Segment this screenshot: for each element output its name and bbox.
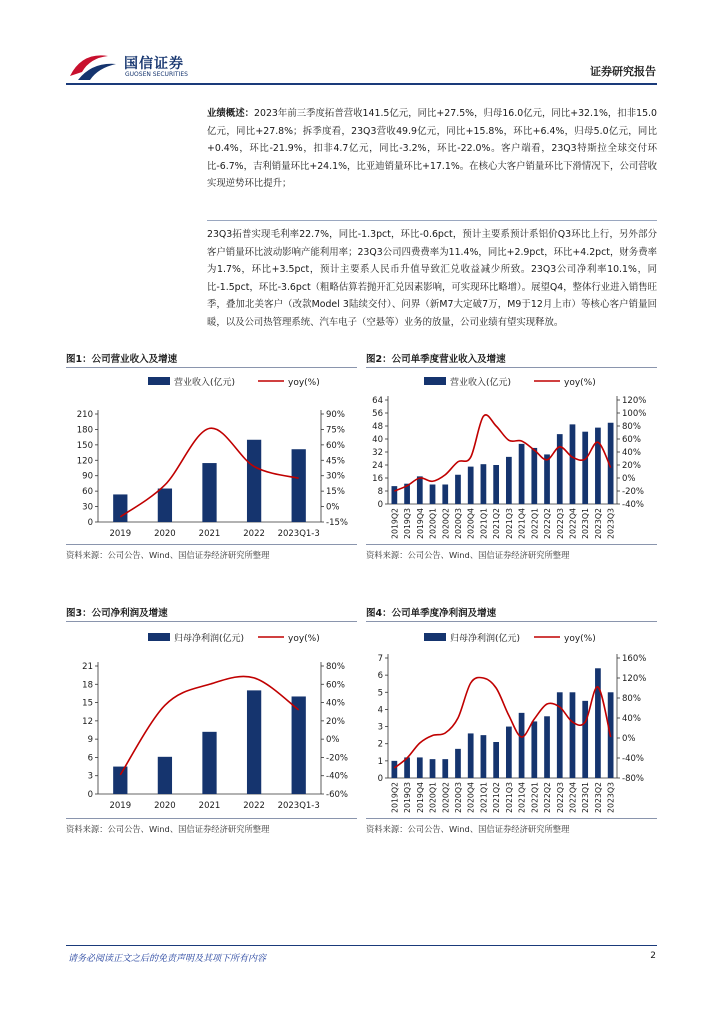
- performance-overview-paragraph: [207, 105, 657, 193]
- chart-bar: [570, 692, 576, 778]
- right-tick-label: -60%: [326, 790, 348, 800]
- brand-name-cn: 国信证券: [124, 56, 184, 72]
- chart-bar: [544, 716, 550, 778]
- right-tick-label: 20%: [326, 716, 345, 727]
- right-tick-label: 0%: [326, 502, 340, 513]
- chart-legend: [148, 632, 320, 644]
- figure-title: 图2：公司单季度营业收入及增速: [366, 354, 506, 365]
- x-tick-label: 2019Q2: [390, 782, 400, 813]
- x-tick-label: 2021Q3: [504, 508, 514, 539]
- footer-disclaimer: 请务必阅读正文之后的免责声明及其项下所有内容: [68, 954, 267, 964]
- chart-bar: [292, 696, 306, 794]
- left-tick-label: 56: [372, 409, 383, 419]
- x-tick-label: 2020: [154, 529, 176, 539]
- chart-bar: [417, 757, 423, 778]
- chart-bar: [430, 485, 436, 505]
- left-tick-label: 210: [76, 410, 93, 420]
- figure-4: [366, 606, 657, 835]
- chart-bar: [531, 448, 537, 504]
- x-tick-label: 2019Q2: [390, 508, 400, 539]
- report-type: 证券研究报告: [590, 65, 656, 78]
- yoy-line: [394, 677, 610, 768]
- brand-logo: [68, 50, 208, 86]
- left-tick-label: 6: [377, 671, 383, 682]
- annual-net-profit-chart: [66, 622, 357, 818]
- figure-bottom-rule: [66, 544, 357, 545]
- left-tick-label: 5: [377, 688, 383, 699]
- left-tick-label: 0: [87, 790, 93, 800]
- chart-bar: [113, 767, 127, 794]
- right-tick-label: 80%: [622, 422, 641, 432]
- chart-bar: [455, 749, 461, 778]
- figure-2: [366, 352, 657, 561]
- right-tick-label: 40%: [326, 698, 345, 709]
- left-tick-label: 0: [377, 774, 383, 784]
- right-tick-label: 100%: [622, 409, 647, 419]
- x-tick-label: 2021Q1: [479, 782, 489, 813]
- chart-bar: [442, 759, 448, 778]
- header-divider: [66, 83, 657, 85]
- right-tick-label: 30%: [326, 471, 345, 482]
- legend-bar-swatch: [148, 377, 170, 385]
- left-tick-label: 0: [377, 500, 383, 510]
- paragraph-divider: [207, 220, 657, 221]
- right-tick-label: 60%: [326, 680, 345, 691]
- x-tick-label: 2020Q4: [466, 782, 476, 813]
- chart-bar: [455, 475, 461, 504]
- x-tick-label: 2019Q4: [415, 508, 425, 539]
- left-tick-label: 30: [82, 502, 93, 513]
- x-tick-label: 2020Q1: [428, 782, 438, 813]
- x-tick-label: 2020Q3: [453, 508, 463, 539]
- x-tick-label: 2020Q2: [441, 782, 451, 813]
- x-tick-label: 2021: [198, 801, 221, 811]
- right-tick-label: -80%: [622, 774, 644, 784]
- x-tick-label: 2020Q4: [466, 508, 476, 539]
- x-tick-label: 2021Q2: [492, 508, 502, 539]
- right-tick-label: 0%: [326, 735, 340, 746]
- x-tick-label: 2022Q3: [555, 508, 565, 539]
- x-tick-label: 2020Q1: [428, 508, 438, 539]
- annual-revenue-chart: [66, 368, 357, 544]
- chart-bar: [531, 721, 537, 778]
- right-tick-label: -15%: [326, 518, 348, 528]
- page-header: [0, 0, 724, 92]
- figure-1: [66, 352, 357, 561]
- chart-bar: [481, 735, 487, 778]
- overview-label: 业绩概述：: [207, 108, 255, 119]
- left-tick-label: 3: [377, 722, 383, 733]
- right-tick-label: 75%: [326, 425, 345, 436]
- left-tick-label: 4: [377, 705, 383, 716]
- legend-bar-label: 归母净利润(亿元): [174, 634, 245, 644]
- left-tick-label: 40: [372, 435, 383, 445]
- right-tick-label: 15%: [326, 487, 345, 498]
- legend-bar-label: 归母净利润(亿元): [450, 634, 521, 644]
- chart-legend: [424, 376, 596, 388]
- x-tick-label: 2019: [109, 801, 132, 811]
- chart-bar: [247, 440, 261, 522]
- left-tick-label: 7: [377, 654, 383, 664]
- chart-bar: [506, 457, 512, 504]
- right-tick-label: -40%: [622, 500, 644, 510]
- chart-bar: [493, 742, 499, 778]
- chart-bar: [158, 489, 172, 522]
- left-tick-label: 32: [372, 448, 383, 458]
- figure-title: 图4：公司单季度净利润及增速: [366, 608, 497, 619]
- left-tick-label: 21: [82, 662, 93, 672]
- chart-bar: [442, 485, 448, 505]
- x-tick-label: 2022: [243, 801, 265, 811]
- x-tick-label: 2022: [243, 529, 265, 539]
- chart-bar: [544, 454, 550, 504]
- chart-bar: [519, 444, 525, 504]
- x-tick-label: 2023Q1-3: [277, 801, 320, 811]
- chart-legend: [424, 632, 596, 644]
- right-tick-label: -20%: [622, 487, 644, 497]
- chart-bar: [519, 713, 525, 778]
- left-tick-label: 1: [377, 756, 383, 767]
- yoy-line: [394, 415, 610, 491]
- right-tick-label: 120%: [622, 674, 647, 684]
- x-tick-label: 2022Q2: [543, 782, 553, 813]
- right-tick-label: 0%: [622, 734, 636, 744]
- chart-bar: [391, 761, 397, 778]
- footer-divider: [66, 945, 657, 946]
- x-tick-label: 2022Q4: [568, 782, 578, 813]
- left-tick-label: 18: [82, 680, 93, 691]
- left-tick-label: 16: [372, 474, 383, 484]
- legend-line-label: yoy(%): [564, 634, 596, 644]
- legend-line-label: yoy(%): [288, 634, 320, 644]
- legend-bar-swatch: [148, 633, 170, 641]
- x-tick-label: 2023Q1-3: [277, 529, 320, 539]
- x-tick-label: 2022Q3: [555, 782, 565, 813]
- right-tick-label: 60%: [622, 435, 641, 445]
- x-tick-label: 2019: [109, 529, 132, 539]
- left-tick-label: 180: [76, 425, 93, 436]
- figure-source: 资料来源：公司公告、Wind、国信证券经济研究所整理: [66, 824, 270, 834]
- left-tick-label: 3: [87, 771, 93, 782]
- quarterly-net-profit-chart: [366, 622, 657, 818]
- right-tick-label: 120%: [622, 396, 647, 406]
- left-tick-label: 15: [82, 698, 93, 709]
- legend-line-label: yoy(%): [288, 378, 320, 388]
- left-tick-label: 6: [87, 753, 93, 764]
- x-tick-label: 2021Q4: [517, 508, 527, 539]
- quarterly-revenue-chart: [366, 368, 657, 544]
- x-tick-label: 2019Q3: [403, 508, 413, 539]
- left-tick-label: 9: [87, 735, 93, 746]
- figure-bottom-rule: [366, 544, 657, 545]
- chart-bar: [493, 465, 499, 504]
- chart-bar: [113, 494, 127, 522]
- x-tick-label: 2023Q1: [581, 508, 591, 539]
- figure-title: 图3：公司净利润及增速: [66, 608, 168, 619]
- left-tick-label: 120: [76, 456, 93, 467]
- brand-name-en: GUOSEN SECURITIES: [125, 71, 188, 78]
- figure-bottom-rule: [66, 818, 357, 819]
- right-tick-label: 40%: [622, 448, 641, 458]
- right-tick-label: 20%: [622, 461, 641, 471]
- x-tick-label: 2023Q2: [593, 508, 603, 539]
- left-tick-label: 2: [377, 739, 383, 750]
- chart-bar: [582, 701, 588, 778]
- chart-bar: [430, 759, 436, 778]
- figure-bottom-rule: [366, 818, 657, 819]
- x-tick-label: 2021Q3: [504, 782, 514, 813]
- x-tick-label: 2020Q3: [453, 782, 463, 813]
- right-tick-label: -20%: [326, 753, 348, 764]
- chart-bar: [391, 486, 397, 504]
- page-number: 2: [650, 951, 656, 961]
- legend-bar-swatch: [424, 377, 446, 385]
- legend-bar-label: 营业收入(亿元): [174, 378, 236, 388]
- x-tick-label: 2023Q1: [581, 782, 591, 813]
- chart-bar: [595, 428, 601, 504]
- right-tick-label: 80%: [326, 662, 345, 672]
- x-tick-label: 2023Q3: [606, 508, 616, 539]
- right-tick-label: 60%: [326, 440, 345, 451]
- x-tick-label: 2020Q2: [441, 508, 451, 539]
- overview-text: 2023年前三季度拓普营收141.5亿元，同比+27.5%，归母16.0亿元，同比+32.1%，扣非15.0亿元，同比+27.8%；拆季度看，23Q3营收49.9亿元，同比+15.8%，环比+6.4%，归母5.0亿元，同比+0.4%，环比-21.9%，扣非4.7亿元，同比-3.2%，环比-22.0%。客户端看，23Q3特斯拉全球交付环比-6.7%，吉利销量环比+24.1%，比亚迪销量环比+17.1%。在核心大客户销量环比下滑情况下，公司营收实现逆势环比提升；: [207, 108, 657, 189]
- figure-source: 资料来源：公司公告、Wind、国信证券经济研究所整理: [366, 550, 570, 560]
- guosen-logo-icon: [68, 50, 120, 84]
- x-tick-label: 2021Q2: [492, 782, 502, 813]
- left-tick-label: 0: [87, 518, 93, 528]
- left-tick-label: 48: [372, 422, 383, 432]
- figure-source: 资料来源：公司公告、Wind、国信证券经济研究所整理: [66, 550, 270, 560]
- margin-analysis-paragraph: 23Q3拓普实现毛利率22.7%，同比-1.3pct，环比-0.6pct，预计主要系预计系铝价Q3环比上行，另外部分客户销量环比波动影响产能利用率；23Q3公司四费费率为11.4%，同比+2.9pct，环比+4.2pct，财务费率为1.7%，环比+3.5pct，预计主要系人民币升值导致汇兑收益减少所致。23Q3公司净利率10.1%，同比-1.5pct，环比-3.6pct（粗略估算若抛开汇兑因素影响，可实现环比略增）。展望Q4，整体行业进入销售旺季，叠加北美客户（改款Model 3陆续交付）、问界（新M7大定破7万，M9于12月上市）等核心客户销量回暖，以及公司热管理系统、汽车电子（空悬等）业务的放量，公司业绩有望实现释放。: [207, 229, 657, 328]
- x-tick-label: 2022Q2: [543, 508, 553, 539]
- figure-title: 图1：公司营业收入及增速: [66, 354, 178, 365]
- chart-bar: [595, 668, 601, 778]
- x-tick-label: 2021Q1: [479, 508, 489, 539]
- chart-legend: [148, 376, 320, 388]
- chart-bar: [417, 476, 423, 504]
- left-tick-label: 8: [377, 487, 383, 497]
- right-tick-label: 90%: [326, 410, 345, 420]
- chart-bar: [202, 732, 216, 794]
- x-tick-label: 2019Q4: [415, 782, 425, 813]
- x-tick-label: 2020: [154, 801, 176, 811]
- legend-line-label: yoy(%): [564, 378, 596, 388]
- chart-bar: [292, 449, 306, 522]
- chart-bar: [557, 434, 563, 504]
- figure-3: [66, 606, 357, 835]
- x-tick-label: 2022Q1: [530, 508, 540, 539]
- right-tick-label: 80%: [622, 694, 641, 704]
- left-tick-label: 12: [82, 716, 93, 727]
- x-tick-label: 2022Q1: [530, 782, 540, 813]
- chart-bar: [481, 464, 487, 504]
- right-tick-label: 40%: [622, 714, 641, 724]
- left-tick-label: 90: [82, 471, 93, 482]
- right-tick-label: 45%: [326, 456, 345, 467]
- left-tick-label: 24: [372, 461, 383, 471]
- legend-bar-label: 营业收入(亿元): [450, 378, 512, 388]
- chart-bar: [582, 432, 588, 504]
- x-tick-label: 2023Q2: [593, 782, 603, 813]
- left-tick-label: 60: [82, 487, 93, 498]
- figure-source: 资料来源：公司公告、Wind、国信证券经济研究所整理: [366, 824, 570, 834]
- left-tick-label: 150: [76, 440, 93, 451]
- legend-bar-swatch: [424, 633, 446, 641]
- chart-bar: [202, 463, 216, 522]
- chart-bar: [247, 690, 261, 794]
- chart-bar: [468, 467, 474, 504]
- right-tick-label: -40%: [326, 771, 348, 782]
- chart-bar: [468, 733, 474, 778]
- right-tick-label: 160%: [622, 654, 647, 664]
- right-tick-label: -40%: [622, 754, 644, 764]
- x-tick-label: 2021: [198, 529, 221, 539]
- x-tick-label: 2022Q4: [568, 508, 578, 539]
- right-tick-label: 0%: [622, 474, 636, 484]
- left-tick-label: 64: [372, 396, 383, 406]
- chart-bar: [506, 727, 512, 778]
- x-tick-label: 2019Q3: [403, 782, 413, 813]
- x-tick-label: 2021Q4: [517, 782, 527, 813]
- chart-bar: [158, 757, 172, 794]
- x-tick-label: 2023Q3: [606, 782, 616, 813]
- chart-bar: [570, 424, 576, 504]
